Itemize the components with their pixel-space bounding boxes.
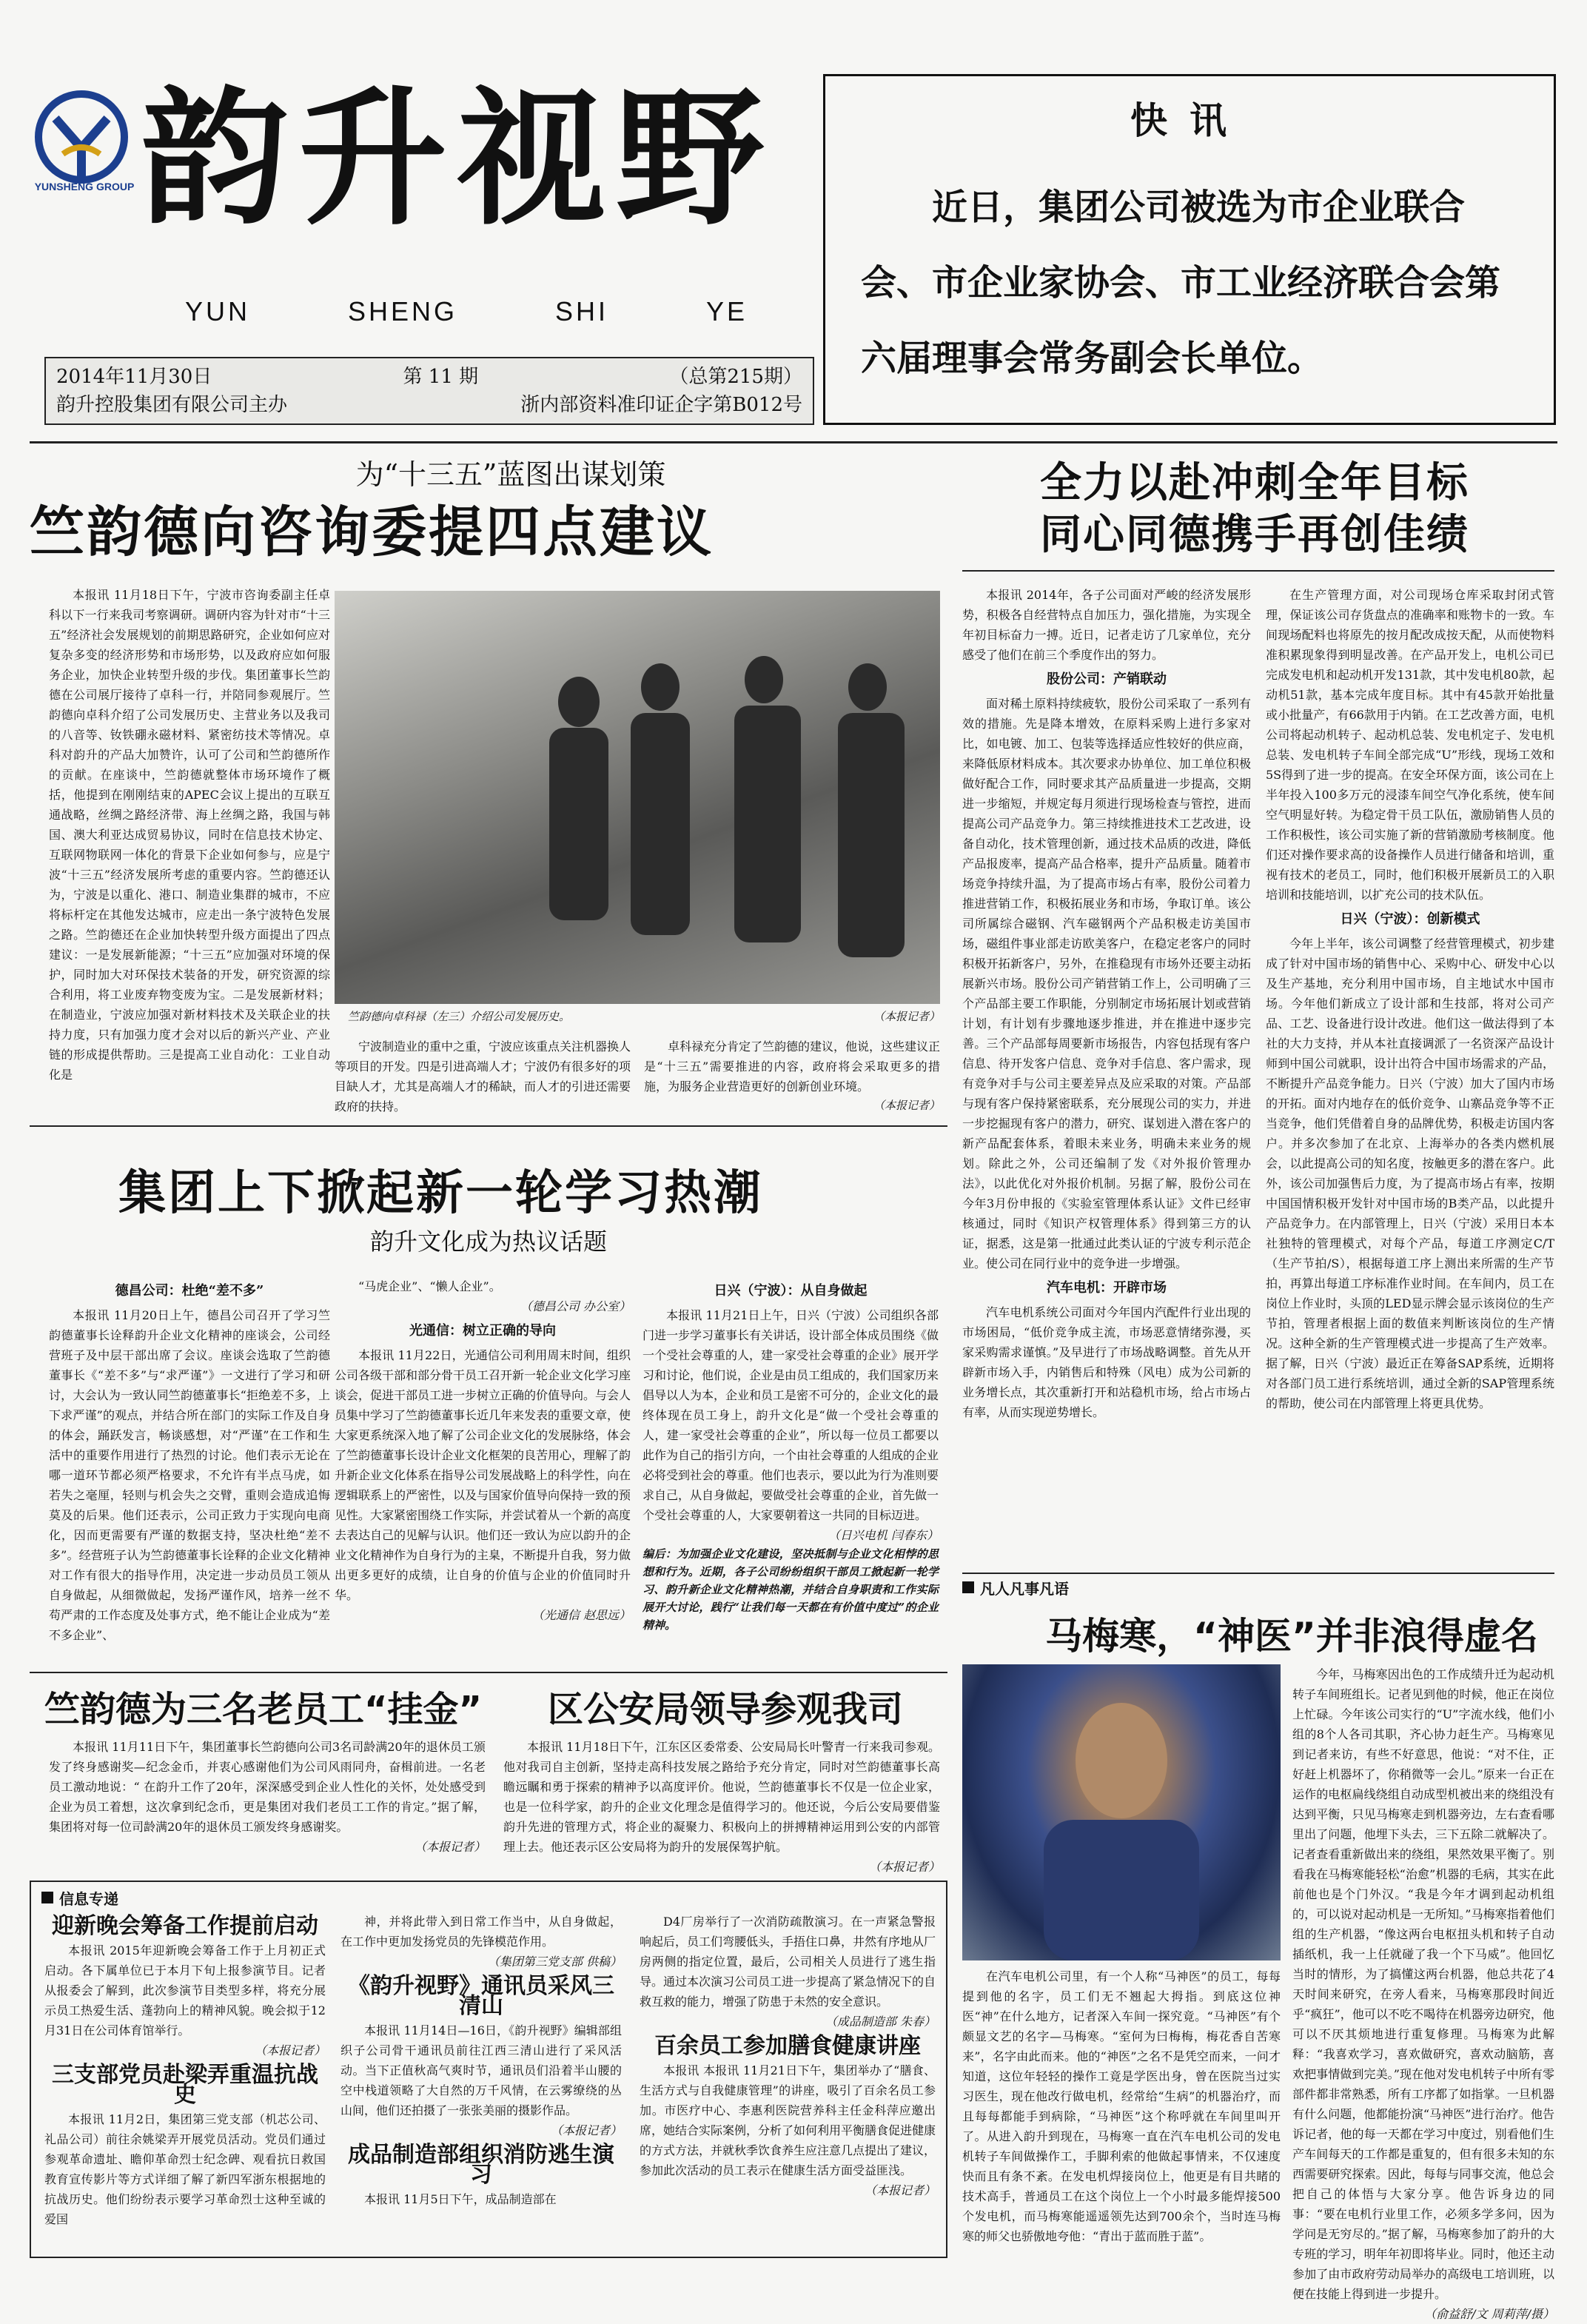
logo-caption: YUNSHENG GROUP xyxy=(34,181,135,192)
a3-column-2: “马虎企业”、“懒人企业”。 （德昌公司 办公室） 光通信：树立正确的导向 本报讯 11月22日，光通信公司利用周末时间，组织公司各级干部和部分骨干员工召开新一轮企业文化学习座谈会，促进干部员工进一步树立正确的价值导向。与会人员集中学习了竺韵德董事长近几年来发表的重要文章，使大家更系统深入地了解了公司企业文化的发展脉络，体会了竺韵德董事长设计企业文化框架的良苦用心，理解了韵升新企业文化体系在指导公司发展战略上的科学性，向在逻辑联系上的严密性，以及与国家价值导向保持一致的预见性。大家紧密围绕工作实际，并尝试着从一个新的高度去表达自己的见解与认识。他们还一致认为应以韵升的企业文化精神作为自身行为的主臬，不断提升自我，努力做出更多更好的成绩，让自身的价值与企业的价值同时升华。 （光通信 赵思远） xyxy=(335,1279,631,1622)
issue-info-box xyxy=(44,357,814,425)
issue-number: 第 11 期 xyxy=(403,366,479,388)
a5-title: 区公安局领导参观我司 xyxy=(547,1689,903,1730)
a2-column-1: 本报讯 2014年，各子公司面对严峻的经济发展形势，积极各自经营特点自加压力，强化措施，为实现全年初目标奋力一搏。近日，记者走访了几家单位，充分感受了他们在前三个季度作出的努力。 股份公司：产销联动 面对稀土原料持续疲软，股份公司采取了一系列有效的措施。先是降本增效，在原料采购上进行多家对比，如电镀、加工、包装等选择适应性较好的供应商，来降低原材料成本。其次要求办协单位、加工单位积极做好配合工作，同时要求其产品质量进一步提高，交期进一步缩短，并规定每月须进行现场检查与管控，进而提高公司产品竞争力。第三持续推进技术工艺改进，设备自动化，技术管理创新，通过技术品质的改进，降低产品报废率，提高产品合格率，提升产品质量。随着市场竞争持续升温，为了提高市场占有率，股份公司着力推进营销工作，积极拓展业务和市场，争取订单。该公司所属综合磁钢、汽车磁钢两个产品积极走访美国市场，磁组件事业部走访欧美客户，在稳定老客户的同时积极开拓新客户，另外，在推稳现有市场外还要主动拓展新兴市场。股份公司产销营销工作上，公司明确了三个产品部主要工作职能，分别制定市场拓展计划或营销计划，有计划有步骤地逐步推进，并在推进中逐步完善。三个产品部每周要新市场报告，内容包括现有客户信息、待开发客户信息、竞争对手信息、客户需求，现有竞争对手与公司主要差异点及应采取的对策。产品部与现有客户保持紧密联系，充分展现公司的实力，并进一步挖掘现有客户的潜力，研究、谋划进入潜在客户的新产品配套体系，着眼未来业务，明确未来业务的规划。除此之外，公司还编制了发《对外报价管理办法》，以此优化对外报价机制。另据了解，股份公司在今年3月份申报的《实验室管理体系认证》文件已经审核通过，同时《知识产权管理体系》得到第三方的认证，据悉，这是第一批通过此类认证的宁波专利示范企业。使公司在同行业中的竞争进一步增强。 汽车电机：开辟市场 汽车电机系统公司面对今年国内汽配件行业出现的市场困局，“低价竞争成主流，市场恶意情绪弥漫，买家采购需求谨慎。”及早进行了市场战略调整。首先从开辟新市场入手，内销售后和特殊（风电）成为公司新的业务增长点，其次重新打开和站稳机市场，给占市场占有率，从而实现逆势增长。 xyxy=(962,588,1251,1419)
a1-photo-caption: 竺韵德向卓科禄（左三）介绍公司发展历史。 xyxy=(348,1010,571,1023)
a3-column-1: 德昌公司：杜绝“差不多” 本报讯 11月20日上午，德昌公司召开了学习竺韵德董事长诠释韵升企业文化精神的座谈会，公司经营班子及中层干部出席了会议。座谈会选取了竺韵德董事长《“差不多”与“求严谨”》一文进行了学习和研讨，大会认为一致认同竺韵德董事长“拒绝差不多，上下求严谨”的观点，并结合所在部门的实际工作及自身的体会，踊跃发言，畅谈感想，对“严谨”在工作和生活中的重要作用进行了热烈的讨论。他们表示无论在哪一道环节都必须严格要求，不允许有半点马虎，如若失之毫厘，轻则与机会失之交臂，重则会造成追悔莫及的后果。他们还表示，公司正致力于实现向电商化，因而更需要有严谨的数据支持，坚决杜绝“差不多”。经营班子认为竺韵德董事长诠释的企业文化精神对工作有很大的指导作用，决定进一步动员员工领从自身做起，从细微做起，发扬严谨作风，培养一丝不苟严肃的工作态度及处事方式，绝不能让企业成为“差不多企业”、 xyxy=(49,1276,330,1669)
a6-left-column: 在汽车电机公司里，有一个人称“马神医”的员工，每每提到他的名字，员工们无不翘起大拇指。到底这位神医“神”在什么地方，记者深入车间一探究竟。“马神医”有个颇显文艺的名字—马梅寒。“室何为曰梅梅，梅花香自苦寒来”，名字由此而来。他的“神医”之名不是凭空而来，一问才知道，这位年轻轻的操作工竟是学医出身，曾在医院当过实习医生，现在他改行做电机，经常给“生病”的机器治疗，而且每每都能手到病除，“马神医”这个称呼就在车间里叫开了。从进入韵升到现在，马梅寒一直在汽车电机公司的发电机转子车间做操作工，手脚利索的他做起事情来，不仅速度快而且有条不紊。在发电机焊接岗位上，他更是有目共睹的技术高手，普通员工在这个岗位上一个小时最多能焊接500个发电机，而马梅寒能遥遥领先达到700余个，当时连马梅寒的师父也骄傲地夸他：“青出于蓝而胜于蓝”。 xyxy=(962,1969,1281,2243)
editor-note: 编后：为加强企业文化建设，坚决抵制与企业文化相悖的思想和行为。近期，各子公司纷纷组织干部员工掀起新一轮学习、韵升新企业文化精神热潮，并结合自身职责和工作实际展开大讨论，践行“让我们每一天都在有价值中度过”的企业精神。 xyxy=(642,1547,939,1632)
a3-title: 集团上下掀起新一轮学习热潮 xyxy=(118,1166,763,1221)
issue-date: 2014年11月30日 xyxy=(56,366,212,388)
a6-right-column: 今年，马梅寒因出色的工作成绩升迁为起动机转子车间班组长。记者见到他的时候，他正在岗位上忙碌。今年该公司实行的“U”字流水线，他们小组的8个人各司其职，齐心协力赶生产。马梅寒见到记者来访，有些不好意思，他说：“对不住，正好赶上机器坏了，你稍微等一会儿。”原来一台正在运作的电枢扁线绕组自动成型机被出来的绕组没有达到平衡，只见马梅寒走到机器旁边，左右查看哪里出了问题，他埋下头去，三下五除二就解决了。记者查看重新做出来的绕组，果然效果平衡了。别看我在马梅寒能轻松“治愈”机器的毛病，其实在此前他也是个门外汉。“我是今年才调到起动机组的，可以说对起动机是一无所知。”马梅寒指着他们组的生产机器，“像这两台电枢扭头机和转子自动插纸机，我一上任就碰了我一个下马威”。他回忆当时的情形，为了搞懂这两台机器，他总共花了4天时间来研究，在旁人看来，马梅寒那段时间近乎“疯狂”，他可以不吃不喝待在机器旁边研究，他可以不厌其烦地进行重复修理。马梅寒为此解释：“我喜欢学习，喜欢做研究，喜欢动脑筋，喜欢把事情做到完美。”现在他对发电机转子中所有零部件都非常熟悉，所有工序都了如指掌。一旦机器有什么问题，他都能扮演“马神医”进行治疗。他告诉记者，他的每一天都在学习中度过，别看他们生产车间每天的工作都是重复的，但有很多未知的东西需要研究探索。因此，每每与同事交流，他总会把自己的体悟与大家分享。他告诉身边的同事：“要在电机行业里工作，必须多学多问，因为学问是无穷尽的。”据了解，马梅寒参加了韵升的大专班的学习，明年年初即将毕业。同时，他还主动参加了由市政府劳动局举办的高级电工培训班，以便在技能上得到进一步提升。 （俞益舒/文 周莉萍/摄） xyxy=(1292,1667,1554,2321)
a4-body: 本报讯 11月11日下午，集团董事长竺韵德向公司3名司龄满20年的退休员工颁发了终身感谢奖—纪念金币，并衷心感谢他们为公司风雨同舟，奋楫前进。一名老员工激动地说：“ 在韵升工作了20年，深深感受到企业人性化的关怀，处处感受到企业为员工着想，这次拿到纪念币，更是集团对我们老员工工作的肯定。”据了解，集团将对每一位司龄满20年的退休员工颁发终身感谢奖。 （本报记者） xyxy=(49,1740,486,1854)
a2-column-2: 在生产管理方面，对公司现场仓库采取封闭式管理，保证该公司存货盘点的准确率和账物卡的一致。车间现场配料也将原先的按月配改成按天配，从而使物料准积累现象得到明显改善。在产品开发上，电机公司已完成发电机和起动机开发131款，其中发电机80款，起动机51款，基本完成年度目标。其中有45款开始批量或小批量产，有66款用于内销。在工艺改善方面，电机公司将起动机转子、起动机总装、发电机定子、发电机总装、发电机转子车间全部完成“U”形线，现场工效和5S得到了进一步的提高。在安全环保方面，该公司在上半年投入100多万元的浸漆车间空气净化系统，使车间空气明显好转。为稳定骨干员工队伍，激励销售人员的工作积极性，该公司实施了新的营销激励考核制度。他们还对操作要求高的设备操作人员进行储备和培训，重视有技术的老员工，同时，他们积极开展新员工的入职培训和技能培训，以扩充公司的技术队伍。 日兴（宁波）：创新模式 今年上半年，该公司调整了经营管理模式，初步建成了针对中国市场的销售中心、采购中心、研发中心以及生产基地，充分利用中国市场，自主地试水中国市场。今年他们新成立了设计部和生技部，将对公司产品、工艺、设备进行设计改进。他们这一做法得到了本社的大力支持，并从本社直接调派了一名资深产品设计师到中国公司就职，设计出符合中国市场需求的产品，不断提升产品竞争能力。日兴（宁波）加大了国内市场的开拓。面对内地存在的低价竞争、山寨品竞争等不正当竞争，他们凭借着自身的品牌优势，积极走访国内客户。并多次参加了在北京、上海举办的各类内燃机展会，以此提高公司的知名度，按触更多的潜在客户。此外，该公司加强售后力度，为了提高市场占有率，按期中国国情积极开发针对中国市场的B类产品，以此提升产品竞争力。在内部管理上，日兴（宁波）采用日本本社独特的管理模式，对每个产品，每道工序测定C/T（生产节拍/S），根据每道工序上测出来所需的生产节拍，再算出每道工序标准作业时间。在车间内，员工在岗位上作业时，头顶的LED显示牌会显示该岗位的生产节拍，管理者根据上面的数值来判断该岗位的生产情况。这种全新的生产管理模式进一步提高了生产效率。据了解，日兴（宁波）最近正在筹备SAP系统，近期将对各部门员工进行系统培训，通过全新的SAP管理系统的帮助，使公司在内部管理上将更具优势。 xyxy=(1266,588,1554,1410)
masthead-pinyin: YUN SHENG SHI YE xyxy=(185,296,748,327)
briefs-column-1: 迎新晚会筹备工作提前启动 本报讯 2015年迎新晚会筹备工作于上月初正式启动。各下属单位已于本月下旬上报参演节目。记者从报委会了解到，此次参演节目类型多样，将充分展示员工热爱生活、蓬勃向上的精神风貌。晚会拟于12月31日在公司体育馆举行。 （本报记者） 三支部党员赴梁弄重温抗战史 本报讯 11月2日，集团第三党支部（机芯公司、礼品公司）前往余姚梁弄开展党员活动。党员们通过参观革命遗址、瞻仰革命烈士纪念碑、观看抗日救国教育宣传影片等方式详细了解了新四军浙东根据地的抗战历史。他们纷纷表示要学习革命烈士这种至诚的爱国 xyxy=(44,1913,326,2226)
issue-license: 浙内部资料准印证企字第B012号 xyxy=(520,394,802,416)
a3-c1-head: 德昌公司：杜绝“差不多” xyxy=(115,1283,264,1299)
a1-column-3: 卓科禄充分肯定了竺韵德的建议，他说，这些建议正是“十三五”需要推进的内容，政府将会采取更多的措施，为服务企业营造更好的创新创业环境。 xyxy=(644,1039,941,1094)
a6-portrait-photo xyxy=(962,1664,1281,1960)
a6-label: 凡人凡事凡语 xyxy=(962,1575,1184,1599)
flash-title: 快讯 xyxy=(1130,98,1249,142)
flash-body: 近日，集团公司被选为市企业联合会、市企业家协会、市工业经济联合会第六届理事会常务副会长单位。 xyxy=(861,187,1501,379)
a4-title: 竺韵德为三名老员工“挂金” xyxy=(44,1689,483,1730)
a3-c2-head: 光通信：树立正确的导向 xyxy=(409,1323,556,1339)
a5-body: 本报讯 11月18日下午，江东区区委常委、公安局局长叶警青一行来我司参观。他对我司自主创新，坚持走高科技发展之路给予充分肯定，同时对竺韵德董事长高瞻远瞩和勇于探索的精神予以高度评价。他说，竺韵德董事长不仅是一位企业家，也是一位科学家，韵升的企业文化理念是值得学习的。他还说，今后公安局要借鉴韵升先进的管理方式，将企业的凝聚力、积极向上的拼搏精神运用到公安的内部管理上去。他还表示区公安局将为韵升的发展保驾护航。 （本报记者） xyxy=(503,1740,940,1874)
briefs-label: 信息专递 xyxy=(41,1886,189,1909)
issue-sponsor: 韵升控股集团有限公司主办 xyxy=(56,394,288,416)
a1-photo xyxy=(335,591,940,1004)
masthead-title: 韵升视野 xyxy=(141,72,775,246)
briefs-column-3: D4厂房举行了一次消防疏散演习。在一声紧急警报响起后，员工们弯腰低头，手捂住口鼻，井然有序地从厂房两侧的指定位置，最后，公司相关人员进行了逃生指导。通过本次演习公司员工进一步提高了紧急情况下的自救互救的能力，增强了防患于未然的安全意识。 （成品制造部 朱春） 百余员工参加膳食健康讲座 本报讯 本报讯 11月21日下午，集团举办了“膳食、生活方式与自我健康管理”的讲座，吸引了百余名员工参加。市医疗中心、李惠利医院营养科主任金科萍应邀出席，她结合实际案例，分析了如何利用平衡膳食促进健康的方式方法，并就秋季饮食养生应注意几点提出了建议，参加此次活动的员工表示在健康生活方面受益匪浅。 （本报记者） xyxy=(640,1915,936,2197)
a3-subtitle: 韵升文化成为热议话题 xyxy=(369,1228,607,1256)
a3-c3-head: 日兴（宁波）：从自身做起 xyxy=(714,1283,868,1299)
a1-col3-credit: （本报记者） xyxy=(873,1099,940,1112)
a1-column-2: 宁波制造业的重中之重，宁波应该重点关注机器换人等项目的开发。四是引进高端人才；宁波仍有很多好的项目缺人才，尤其是高端人才的稀缺，而人才的引进还需要政府的扶持。 xyxy=(335,1039,631,1114)
briefs-column-2: 神，并将此带入到日常工作当中，从自身做起，在工作中更加发扬党员的先锋模范作用。 （集团第三党支部 供稿） 《韵升视野》通讯员采风三清山 本报讯 11月14日—16日，《韵升视野》编辑部组织子公司骨干通讯员前往江西三清山进行了采风活动。当下正值秋高气爽时节，通讯员们沿着半山腰的空中栈道领略了大自然的万千风情，在云雾缭绕的丛山间，他们还拍摄了一张张美丽的摄影作品。 （本报记者） 成品制造部组织消防逃生演习 本报讯 11月5日下午，成品制造部在 xyxy=(340,1915,622,2206)
a1-kicker: 为“十三五”蓝图出谋划策 xyxy=(355,458,666,491)
a2-title: 全力以赴冲刺全年目标 同心同德携手再创佳绩 xyxy=(1040,459,1469,559)
flash-news-box xyxy=(823,74,1556,425)
a1-photo-credit: （本报记者） xyxy=(873,1010,940,1023)
a1-column-1: 本报讯 11月18日下午，宁波市咨询委副主任卓科以下一行来我司考察调研。调研内容为针对市“十三五”经济社会发展规划的前期思路研究，企业如何应对复杂多变的经济形势和市场形势，以及政府应如何服务企业，加快企业转型升级的步伐。集团董事长竺韵德在公司展厅接待了卓科一行，并陪同参观展厅。竺韵德向卓科介绍了公司发展历史、主营业务以及我司的八音等、钕铁硼永磁材料、紧密纺技术等情况。卓科对韵升的产品大加赞许，认可了公司和竺韵德所作的贡献。在座谈中，竺韵德就整体市场环境作了概括，他提到在刚刚结束的APEC会议上提出的互联互通战略，丝绸之路经济带、海上丝绸之路，我国与韩国、澳大利亚达成贸易协议，同时在信息技术协定、互联网物联网一体化的背景下企业如何参与，应是宁波“十三五”经济发展所考虑的重要内容。竺韵德还认为，宁波是以重化、港口、制造业集群的城市，不应将标杆定在其他发达城市，应走出一条宁波特色发展之路。竺韵德还在企业加快转型升级方面提出了四点建议：一是发展新能源；“十三五”应加强对环境的保护，同时加大对环保技术装备的开发，研究资源的综合利用，将工业废弃物变废为宝。二是发展新材料；在制造业，宁波应加强对新材料技术及关联企业的扶持力度，只有加强力度才会对以后的新兴产业、产业链的形成提供帮助。三是提高工业自动化：工业自动化是 xyxy=(49,588,330,1082)
a3-column-3: 日兴（宁波）：从自身做起 本报讯 11月21日上午，日兴（宁波）公司组织各部门进一步学习董事长有关讲话，设计部全体成员围绕《做一个受社会尊重的人，建一家受社会尊重的企业》展开学习和讨论，他们说，企业是由员工组成的，我们国家历来倡导以人为本，企业和员工是密不可分的，企业文化的最终体现在员工身上，韵升文化是“做一个受社会尊重的人，建一家受社会尊重的企业”，所以每一位员工都要以此作为自己的指引方向，一个由社会尊重的人组成的企业必将受到社会的尊重。他们也表示，要以此为行为准则要求自己，从自身做起，要做受社会尊重的企业，首先做一个受社会尊重的人，大家要朝着这一共同的目标迈进。 （日兴电机 闫春东） 编后：为加强企业文化建设，坚决抵制与企业文化相悖的思想和行为。近期，各子公司纷纷组织干部员工掀起新一轮学习、韵升新企业文化精神热潮，并结合自身职责和工作实际展开大讨论，践行“让我们每一天都在有价值中度过”的企业精神。 xyxy=(642,1276,939,1661)
a6-title: 马梅寒，“神医”并非浪得虚名 xyxy=(1045,1615,1538,1658)
issue-total: （总第215期） xyxy=(669,366,802,388)
a1-title: 竺韵德向咨询委提四点建议 xyxy=(30,500,714,564)
